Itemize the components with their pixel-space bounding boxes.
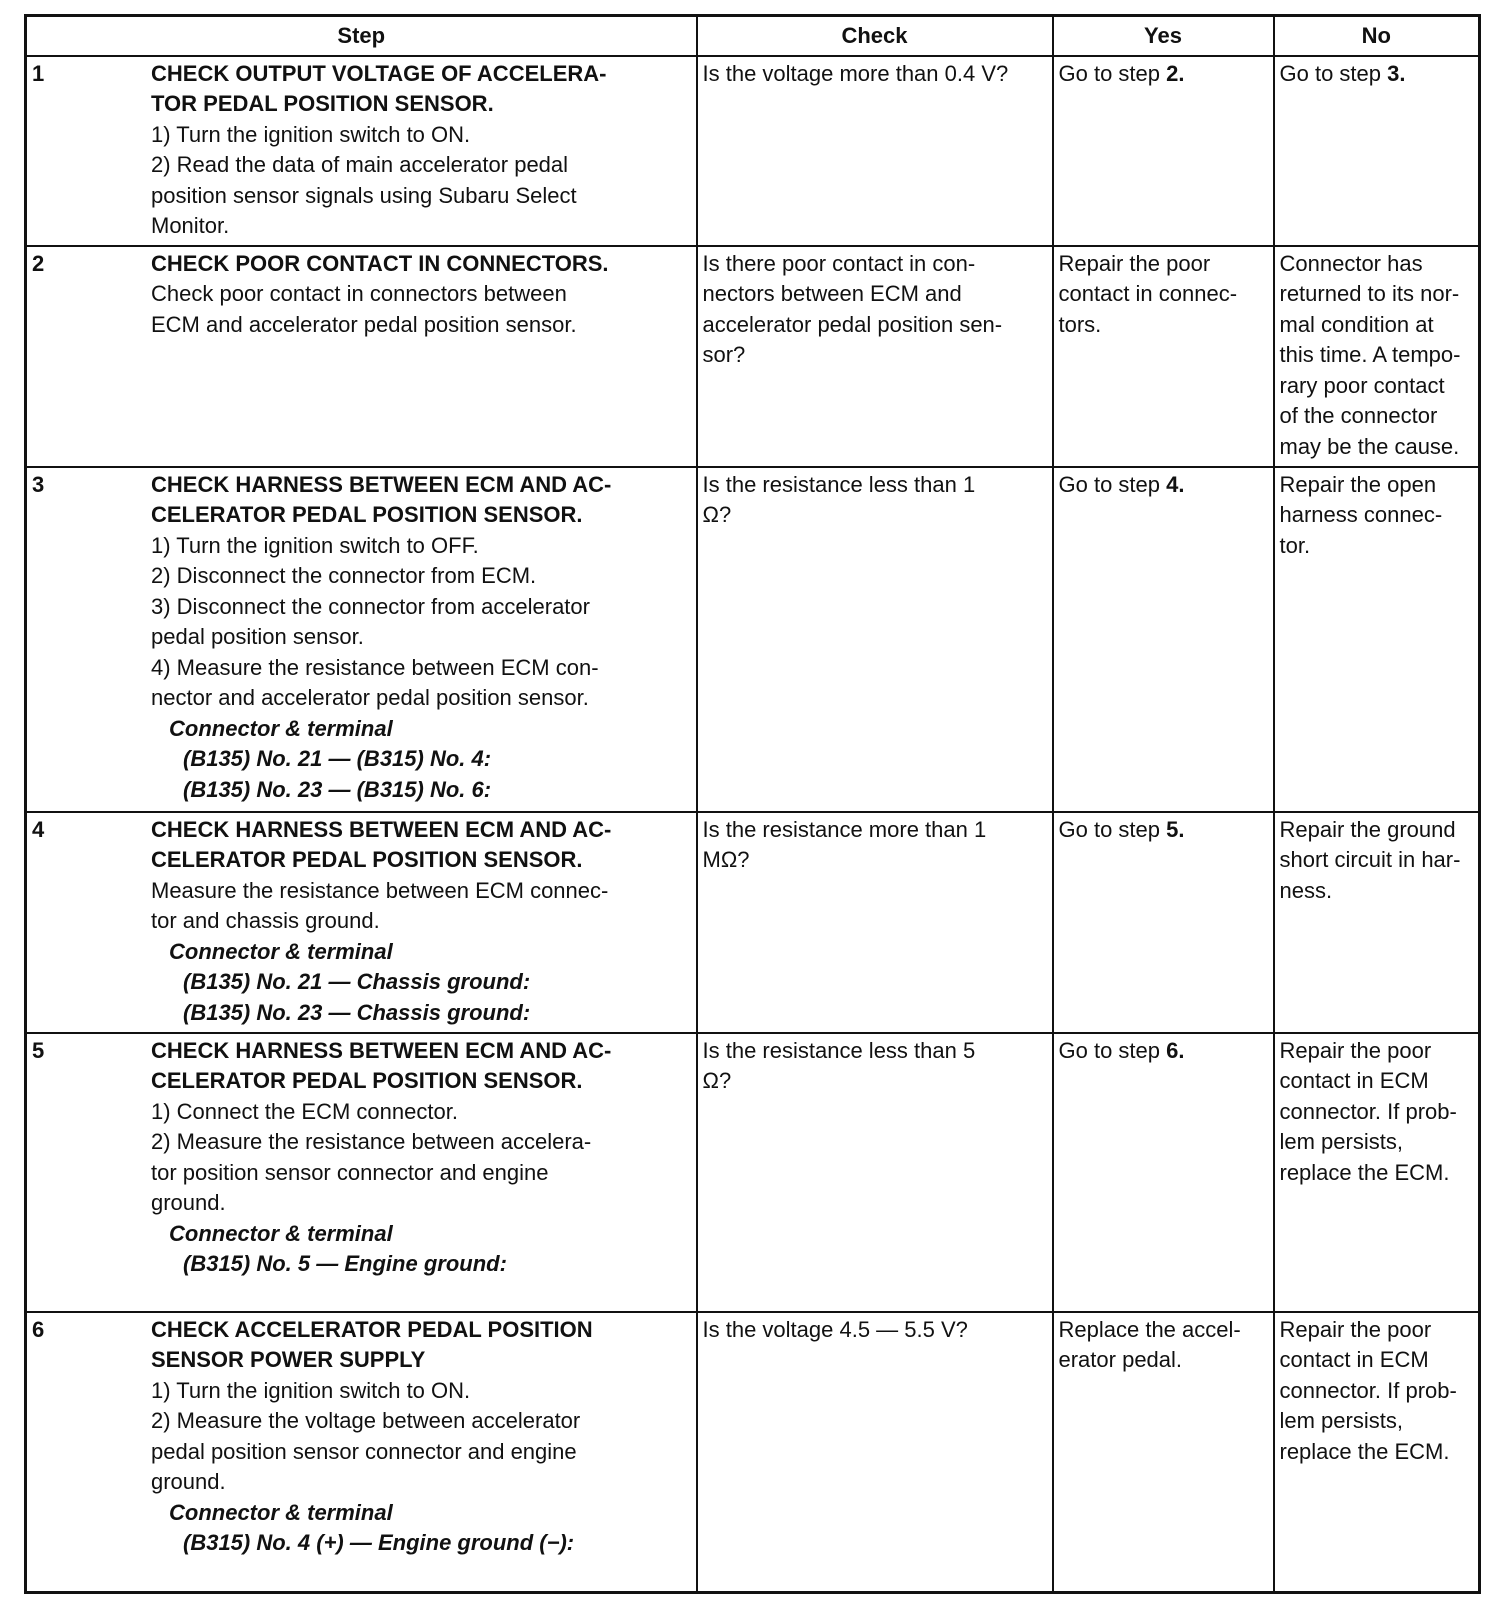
yes-action: Replace the accel-: [1058, 1316, 1241, 1342]
step-title: CHECK HARNESS BETWEEN ECM AND AC-: [151, 1037, 612, 1063]
no-cell: [1274, 56, 1480, 246]
step-instruction: 1) Turn the ignition switch to ON.: [151, 121, 471, 147]
terminal-spec: (B135) No. 21 — (B315) No. 4:: [183, 746, 492, 772]
table-row: [26, 467, 1480, 812]
no-action: harness connec-: [1279, 502, 1443, 528]
no-action: mal condition at: [1279, 311, 1434, 337]
yes-goto-step: 2.: [1166, 60, 1185, 86]
step-title: SENSOR POWER SUPPLY: [151, 1347, 426, 1373]
step-cell: [26, 1312, 697, 1593]
check-question: Is the resistance less than 5: [702, 1037, 976, 1063]
yes-goto: [1059, 1036, 1268, 1067]
check-question: Is the resistance less than 1: [702, 471, 976, 497]
check-question: Ω?: [702, 502, 732, 528]
check-question: Is the voltage 4.5 — 5.5 V?: [702, 1316, 968, 1342]
step-instruction: Monitor.: [151, 213, 230, 238]
step-instruction: 2) Disconnect the connector from ECM.: [151, 563, 537, 589]
step-title: TOR PEDAL POSITION SENSOR.: [151, 91, 494, 116]
connector-terminal-label: Connector & terminal: [169, 715, 393, 741]
no-action: Repair the open: [1279, 471, 1437, 497]
diagnostic-table: [24, 14, 1481, 1594]
check-question: MΩ?: [702, 847, 750, 873]
step-instruction: 1) Connect the ECM connector.: [151, 1098, 458, 1124]
no-action: Repair the ground: [1279, 816, 1456, 842]
no-cell: [1274, 1312, 1480, 1593]
no-action: of the connector: [1279, 403, 1438, 429]
no-action: lem persists,: [1279, 1129, 1403, 1155]
step-title: CHECK ACCELERATOR PEDAL POSITION: [151, 1316, 593, 1342]
no-action: returned to its nor-: [1279, 281, 1460, 307]
step-number: 6: [32, 1316, 45, 1342]
no-goto-prefix: Go to step: [1279, 60, 1388, 86]
step-instruction: 2) Measure the resistance between accelera-: [151, 1129, 592, 1155]
check-cell: [697, 1033, 1053, 1312]
step-instruction: tor and chassis ground.: [151, 908, 380, 934]
check-cell: [697, 1312, 1053, 1593]
no-action: tor.: [1279, 532, 1311, 558]
no-cell: [1274, 1033, 1480, 1312]
check-cell: [697, 467, 1053, 812]
yes-goto: [1059, 815, 1268, 846]
no-action: Connector has: [1279, 250, 1423, 276]
step-instruction: pedal position sensor.: [151, 624, 364, 650]
step-title: CHECK HARNESS BETWEEN ECM AND AC-: [151, 816, 612, 842]
yes-cell: [1053, 467, 1274, 812]
no-action: ness.: [1279, 877, 1333, 903]
table-row: [26, 1033, 1480, 1312]
step-number: 1: [32, 60, 45, 86]
yes-goto-step: 5.: [1166, 816, 1185, 842]
step-instruction: 1) Turn the ignition switch to OFF.: [151, 532, 479, 558]
check-question: Is the resistance more than 1: [702, 816, 987, 842]
table-row: [26, 246, 1480, 467]
step-title: CELERATOR PEDAL POSITION SENSOR.: [151, 847, 583, 873]
no-action: replace the ECM.: [1279, 1159, 1450, 1185]
yes-cell: [1053, 812, 1274, 1033]
yes-goto-prefix: Go to step: [1058, 60, 1167, 86]
yes-action: Repair the poor: [1058, 250, 1211, 276]
no-cell: [1274, 467, 1480, 812]
step-instruction: Measure the resistance between ECM connec-: [151, 877, 609, 903]
header-check: Check: [697, 16, 1053, 56]
no-cell: [1274, 246, 1480, 467]
step-instruction: 1) Turn the ignition switch to ON.: [151, 1377, 471, 1403]
check-question: Ω?: [702, 1068, 732, 1094]
header-step: Step: [26, 16, 697, 56]
step-instruction: position sensor signals using Subaru Select: [151, 182, 577, 208]
yes-goto-step: 6.: [1166, 1037, 1185, 1063]
step-instruction: 4) Measure the resistance between ECM con-: [151, 654, 599, 680]
check-cell: [697, 56, 1053, 246]
step-number: 2: [32, 250, 45, 276]
no-action: rary poor contact: [1279, 372, 1445, 398]
no-action: short circuit in har-: [1279, 847, 1461, 873]
yes-cell: [1053, 246, 1274, 467]
terminal-spec: (B315) No. 5 — Engine ground:: [183, 1251, 507, 1277]
yes-goto: [1059, 470, 1268, 501]
step-instruction: nector and accelerator pedal position sensor.: [151, 685, 589, 711]
step-instruction: pedal position sensor connector and engine: [151, 1438, 577, 1464]
step-instruction: 3) Disconnect the connector from accelerator: [151, 593, 590, 619]
step-instruction: 2) Measure the voltage between accelerator: [151, 1408, 581, 1434]
yes-goto-prefix: Go to step: [1058, 471, 1167, 497]
step-cell: [26, 246, 697, 467]
header-no: No: [1274, 16, 1480, 56]
step-title: CHECK HARNESS BETWEEN ECM AND AC-: [151, 471, 612, 497]
yes-action: erator pedal.: [1058, 1347, 1183, 1373]
yes-goto: [1059, 59, 1268, 90]
yes-goto-prefix: Go to step: [1058, 1037, 1167, 1063]
yes-goto-step: 4.: [1166, 471, 1185, 497]
step-instruction: Check poor contact in connectors between: [151, 281, 567, 307]
header-row: [26, 16, 1480, 56]
no-action: contact in ECM: [1279, 1347, 1429, 1373]
table-row: [26, 56, 1480, 246]
terminal-spec: (B135) No. 23 — (B315) No. 6:: [183, 776, 492, 802]
terminal-spec: (B135) No. 23 — Chassis ground:: [183, 999, 531, 1025]
terminal-spec: (B315) No. 4 (+) — Engine ground (−):: [183, 1530, 575, 1556]
step-cell: [26, 56, 697, 246]
check-question: nectors between ECM and: [702, 281, 962, 307]
table-body: [26, 56, 1480, 1593]
terminal-spec: (B135) No. 21 — Chassis ground:: [183, 969, 531, 995]
step-cell: [26, 467, 697, 812]
step-instruction: ECM and accelerator pedal position sensor.: [151, 311, 577, 337]
connector-terminal-label: Connector & terminal: [169, 1220, 393, 1246]
step-title: CELERATOR PEDAL POSITION SENSOR.: [151, 1068, 583, 1094]
no-action: Repair the poor: [1279, 1316, 1432, 1342]
table-row: [26, 1312, 1480, 1593]
no-goto-step: 3.: [1387, 60, 1406, 86]
check-cell: [697, 812, 1053, 1033]
check-question: sor?: [702, 342, 746, 368]
no-action: replace the ECM.: [1279, 1438, 1450, 1464]
step-number: 5: [32, 1037, 45, 1063]
step-cell: [26, 1033, 697, 1312]
no-action: may be the cause.: [1279, 433, 1460, 459]
yes-cell: [1053, 1312, 1274, 1593]
step-instruction: ground.: [151, 1469, 226, 1495]
header-yes: Yes: [1053, 16, 1274, 56]
check-cell: [697, 246, 1053, 467]
no-action: Repair the poor: [1279, 1037, 1432, 1063]
table-row: [26, 812, 1480, 1033]
no-goto: [1280, 59, 1474, 90]
no-action: this time. A tempo-: [1279, 342, 1461, 368]
connector-terminal-label: Connector & terminal: [169, 938, 393, 964]
step-number: 4: [32, 816, 45, 842]
step-instruction: tor position sensor connector and engine: [151, 1159, 549, 1185]
no-action: connector. If prob-: [1279, 1377, 1457, 1403]
no-action: connector. If prob-: [1279, 1098, 1457, 1124]
step-title: CELERATOR PEDAL POSITION SENSOR.: [151, 502, 583, 528]
yes-action: tors.: [1058, 311, 1102, 337]
check-question: Is there poor contact in con-: [702, 250, 976, 276]
connector-terminal-label: Connector & terminal: [169, 1499, 393, 1525]
step-number: 3: [32, 471, 45, 497]
step-cell: [26, 812, 697, 1033]
step-instruction: 2) Read the data of main accelerator pedal: [151, 152, 569, 177]
no-cell: [1274, 812, 1480, 1033]
no-action: contact in ECM: [1279, 1068, 1429, 1094]
check-question: accelerator pedal position sen-: [702, 311, 1003, 337]
yes-goto-prefix: Go to step: [1058, 816, 1167, 842]
no-action: lem persists,: [1279, 1408, 1403, 1434]
check-question: Is the voltage more than 0.4 V?: [702, 60, 1009, 86]
step-title: CHECK OUTPUT VOLTAGE OF ACCELERA-: [151, 60, 607, 86]
yes-cell: [1053, 56, 1274, 246]
yes-cell: [1053, 1033, 1274, 1312]
step-instruction: ground.: [151, 1190, 226, 1216]
step-title: CHECK POOR CONTACT IN CONNECTORS.: [151, 250, 609, 276]
yes-action: contact in connec-: [1058, 281, 1238, 307]
